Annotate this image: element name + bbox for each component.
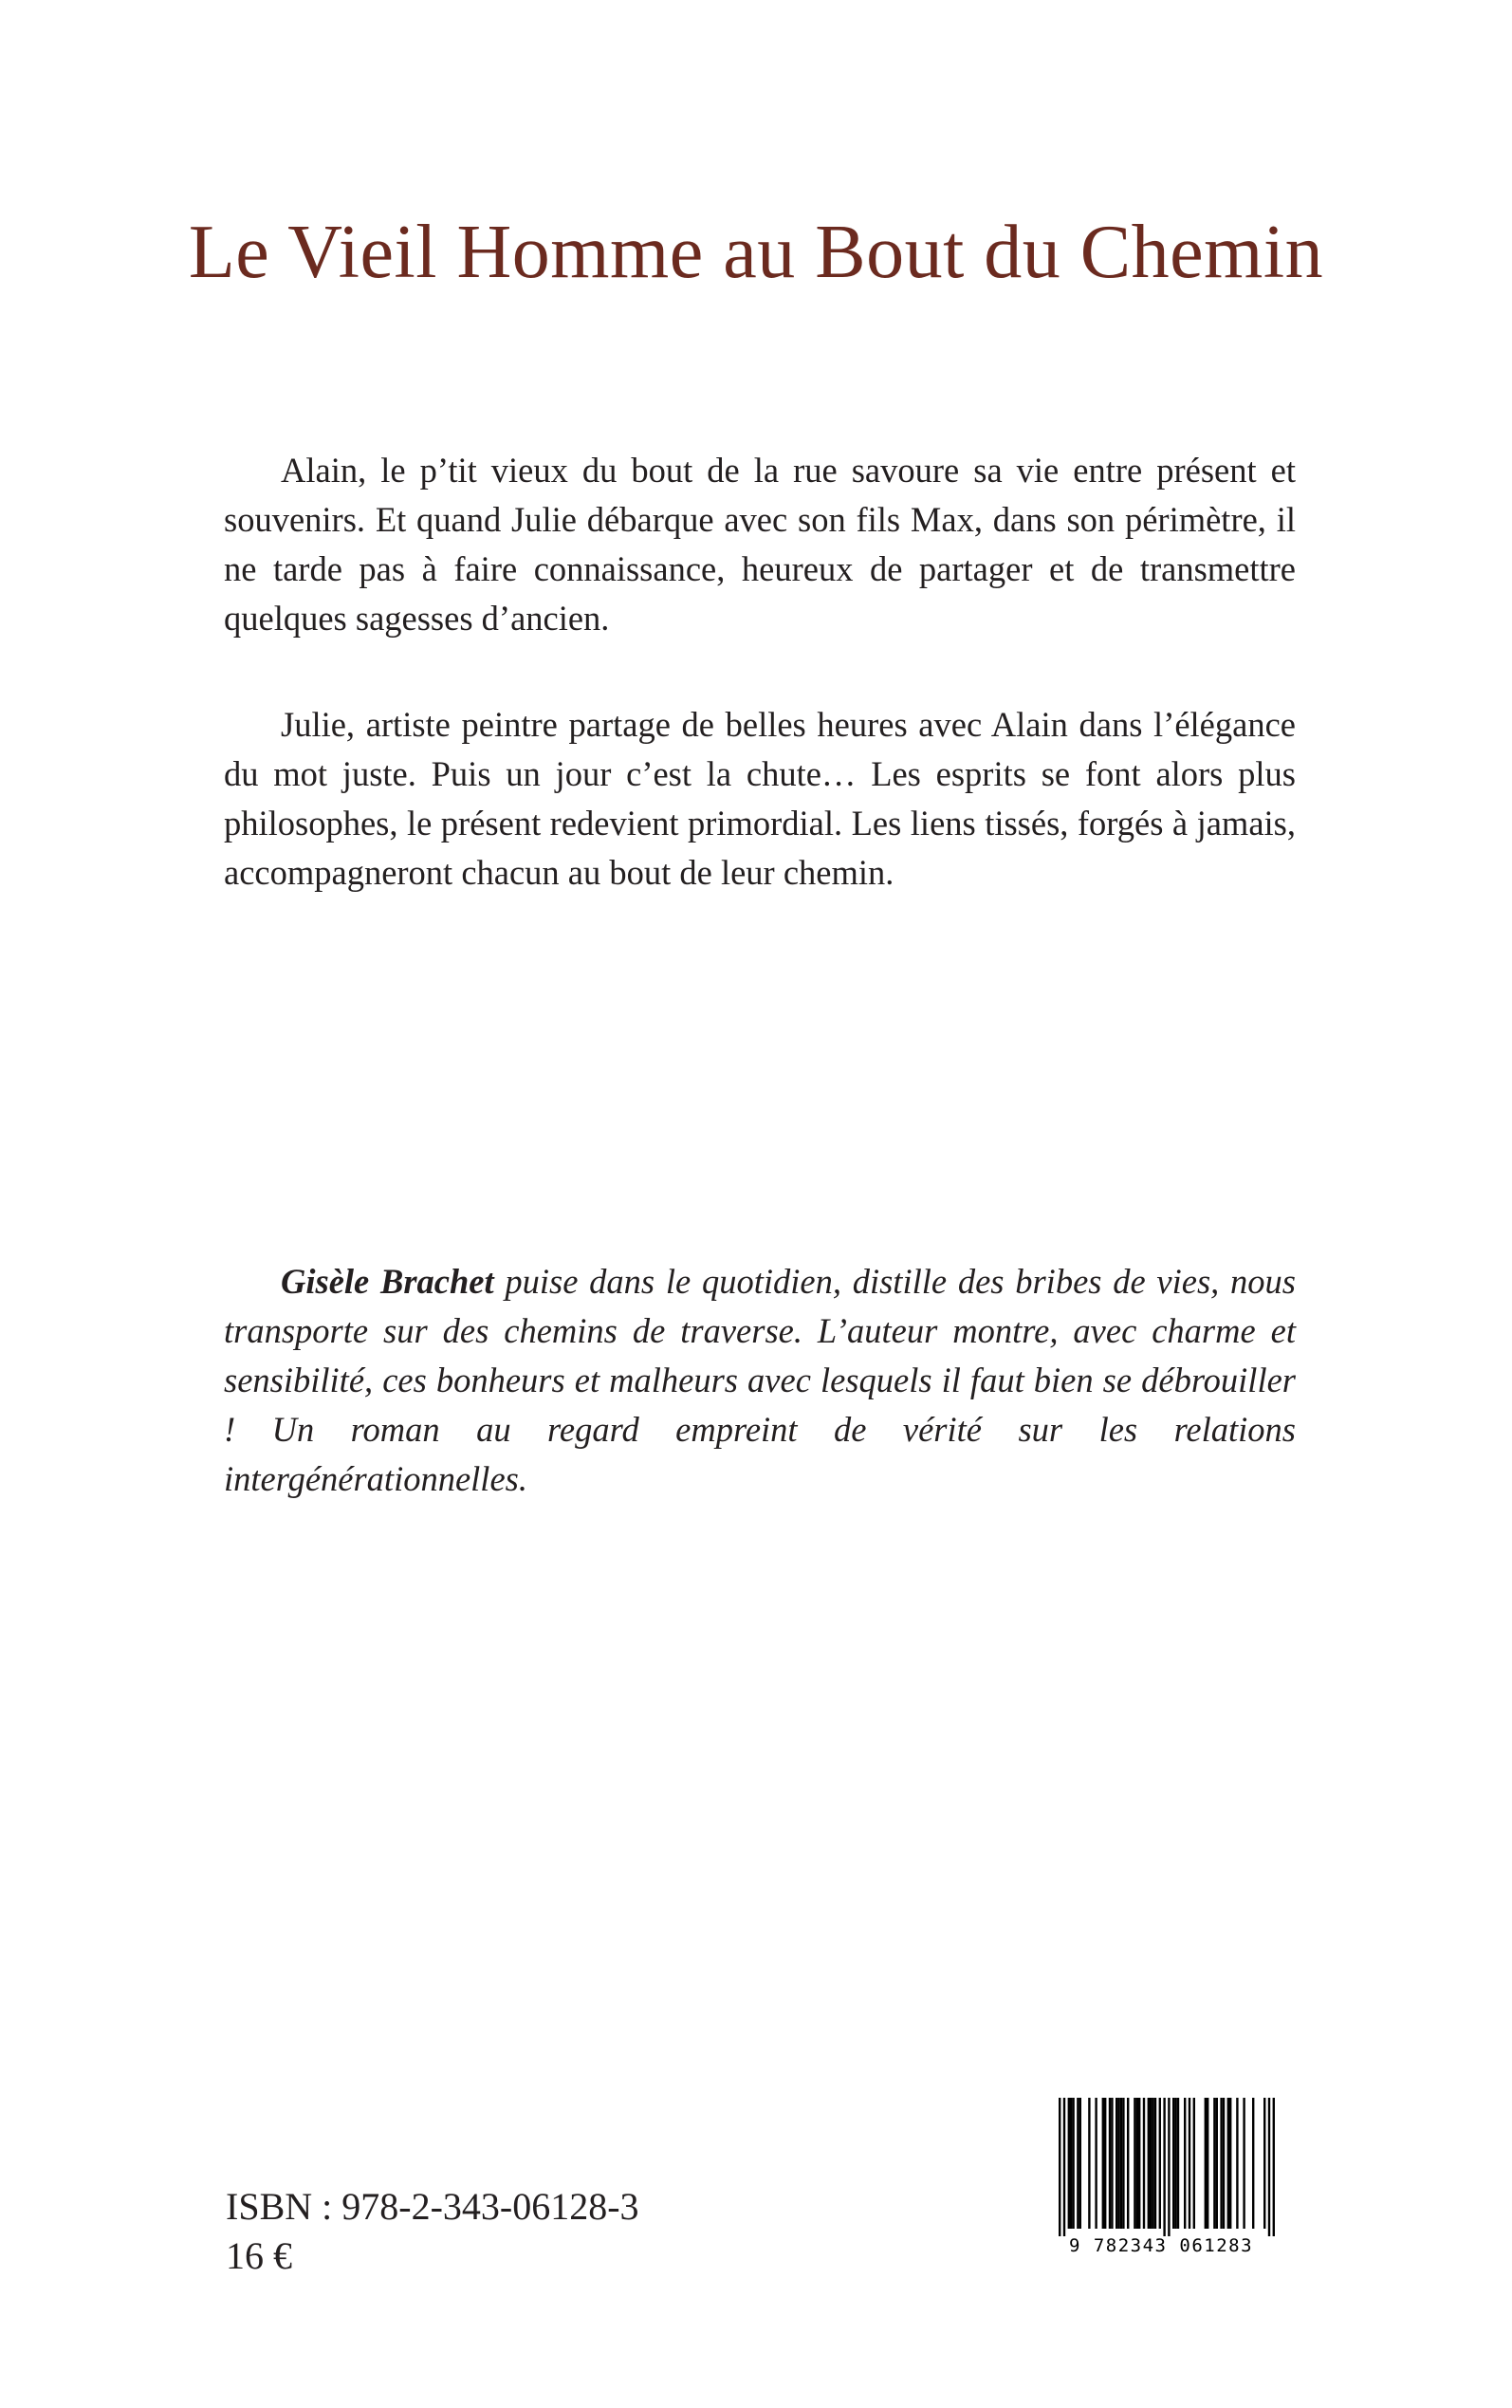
- barcode-bar: [1079, 2098, 1081, 2229]
- author-name: Gisèle Brachet: [281, 1262, 494, 1301]
- barcode-bar: [1117, 2098, 1119, 2229]
- barcode-digits: 9 782343 061283: [1068, 2235, 1254, 2256]
- barcode-bar: [1095, 2098, 1097, 2229]
- barcode-bar: [1229, 2098, 1231, 2229]
- barcode-bar: [1207, 2098, 1208, 2229]
- barcode-bar: [1184, 2098, 1186, 2229]
- barcode-bar: [1136, 2098, 1138, 2229]
- barcode-bar: [1150, 2098, 1152, 2229]
- barcode-bar: [1268, 2098, 1270, 2236]
- barcode-bar: [1116, 2098, 1117, 2229]
- barcode-bar: [1263, 2098, 1265, 2229]
- author-bio: [224, 1257, 1296, 1504]
- price: 16 €: [226, 2234, 292, 2277]
- barcode-bar: [1177, 2098, 1179, 2229]
- barcode-bar: [1213, 2098, 1215, 2229]
- author-bio-text: puise dans le quotidien, distille des bribes de vies, nous transporte sur des chemins de traverse. L’auteur montre, avec charme et sensibilité, ces bonheurs et malheurs avec lesquels il faut bien se débrouiller ! Un roman au regard empreint de vérité sur les relations intergénérationnelles.: [224, 1262, 1296, 1498]
- barcode-bar: [1174, 2098, 1176, 2229]
- barcode-bar: [1227, 2098, 1229, 2229]
- barcode-bar: [1223, 2098, 1225, 2229]
- barcode-bar: [1163, 2098, 1165, 2236]
- barcode-bar: [1148, 2098, 1150, 2229]
- barcode-bar: [1159, 2098, 1161, 2229]
- barcode-bar: [1154, 2098, 1156, 2229]
- barcode-bar: [1138, 2098, 1140, 2229]
- barcode-bar: [1122, 2098, 1124, 2229]
- barcode-bar: [1072, 2098, 1074, 2229]
- barcode-bar: [1109, 2098, 1111, 2229]
- barcode-bar: [1111, 2098, 1113, 2229]
- barcode-bar: [1120, 2098, 1122, 2229]
- barcode-bar: [1205, 2098, 1207, 2229]
- barcode-bar: [1193, 2098, 1195, 2229]
- barcode-bar: [1236, 2098, 1238, 2229]
- synopsis-paragraph-2: Julie, artiste peintre partage de belles heures avec Alain dans l’élégance du mot juste. Puis un jour c’est la chute… Les esprits se font alors plus philosophes, le présent redevient primordial. Les liens tissés, forgés à jamais, accompagneront chacun au bout de leur chemin.: [224, 705, 1296, 892]
- barcode-bar: [1273, 2098, 1275, 2236]
- barcode-bar: [1143, 2098, 1145, 2229]
- isbn: ISBN : 978-2-343-06128-3: [226, 2185, 639, 2228]
- barcode-bar: [1152, 2098, 1153, 2229]
- barcode-bar: [1172, 2098, 1174, 2229]
- barcode-bar: [1220, 2098, 1222, 2229]
- barcode-bar: [1088, 2098, 1090, 2229]
- barcode-bar: [1134, 2098, 1135, 2229]
- barcode-bar: [1102, 2098, 1104, 2229]
- barcode-bar: [1252, 2098, 1254, 2229]
- synopsis-paragraph-1: Alain, le p’tit vieux du bout de la rue savoure sa vie entre présent et souvenirs. Et quand Julie débarque avec son fils Max, dans son périmètre, il ne tarde pas à faire connaissance, heureux de partager et de transmettre quelques sagesses d’ancien.: [224, 451, 1296, 638]
- barcode-bar: [1068, 2098, 1070, 2229]
- barcode-bar: [1189, 2098, 1190, 2229]
- barcode: [1043, 2092, 1279, 2258]
- barcode-bar: [1216, 2098, 1218, 2229]
- barcode-bar: [1104, 2098, 1106, 2229]
- barcode-bar: [1070, 2098, 1072, 2229]
- barcode-bar: [1063, 2098, 1065, 2236]
- barcode-bar: [1127, 2098, 1129, 2229]
- barcode-bar: [1077, 2098, 1079, 2229]
- barcode-bar: [1243, 2098, 1245, 2229]
- barcode-bar: [1059, 2098, 1060, 2236]
- barcode-bar: [1168, 2098, 1170, 2236]
- book-title: Le Vieil Homme au Bout du Chemin: [188, 211, 1324, 294]
